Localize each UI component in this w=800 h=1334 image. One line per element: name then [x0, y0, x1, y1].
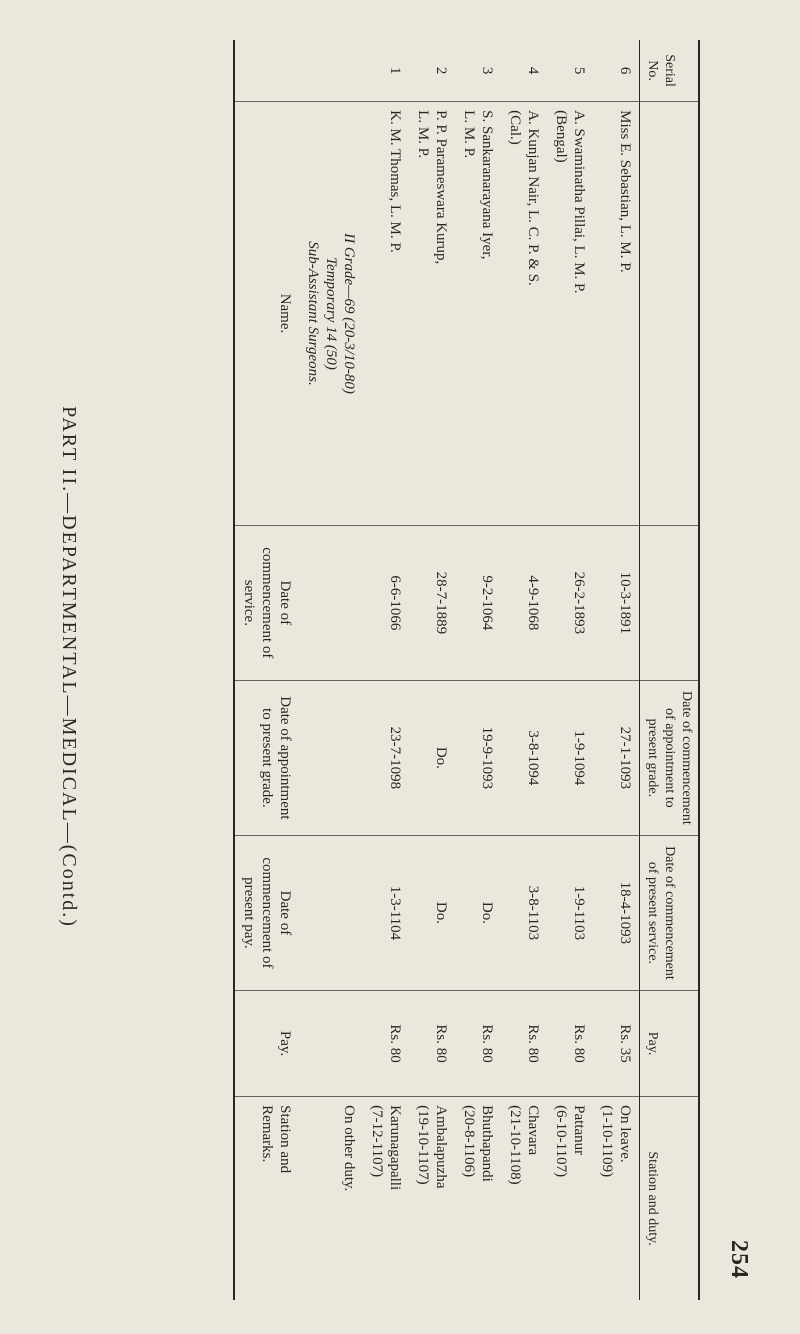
section-heading: [299, 102, 363, 526]
row-pay-date: Do.: [455, 835, 501, 990]
table-row: [455, 40, 501, 1300]
row-pay-date: 3-8-1103: [501, 835, 547, 990]
row-pay: [299, 990, 363, 1096]
row-station-name: Karunagapalli: [386, 1105, 403, 1191]
row-name-main: A. Kunjan Nair, L. C. P. & S.: [524, 110, 541, 286]
table-row: [547, 40, 593, 1300]
caption-service-date: Date of commencement of service.: [234, 525, 299, 680]
table-header-row: [639, 40, 699, 1300]
row-name: [547, 102, 593, 526]
row-grade-date: 19-9-1093: [455, 680, 501, 835]
row-pay-date: 18-4-1093: [593, 835, 640, 990]
header-name: [639, 102, 699, 526]
header-pay: Pay.: [639, 990, 699, 1096]
header-station: Station and duty.: [639, 1097, 699, 1300]
row-station-name: Ambalapuzha: [432, 1105, 449, 1189]
row-name-sub: L. M. P.: [414, 110, 431, 159]
row-station: [409, 1097, 455, 1300]
row-name: [501, 102, 547, 526]
row-service-date: [299, 525, 363, 680]
header-service-date: [639, 525, 699, 680]
row-serial: 1: [386, 66, 403, 75]
page-caption: PART II.—DEPARTMENTAL—MEDICAL—(Contd.): [58, 406, 80, 928]
column-caption-row: [234, 40, 299, 1300]
row-station: [455, 1097, 501, 1300]
row-name: [455, 102, 501, 526]
row-name: K. M. Thomas, L. M. P.: [363, 102, 409, 526]
row-name: [409, 102, 455, 526]
section-subtitle-2: Sub-Assistant Surgeons.: [304, 241, 321, 386]
row-station-remark: On leave.: [616, 1105, 633, 1163]
row-serial: 3: [478, 66, 495, 75]
row-serial: 4: [524, 66, 541, 75]
row-station-date: (19-10-1107): [414, 1105, 431, 1185]
row-serial: [234, 40, 299, 102]
row-service-date: 4-9-1068: [501, 525, 547, 680]
row-station: [547, 1097, 593, 1300]
row-grade-date: 1-9-1094: [547, 680, 593, 835]
row-name-main: P. P. Parameswara Kurup,: [432, 110, 449, 265]
row-serial: 5: [570, 66, 587, 75]
row-station: [299, 1097, 363, 1300]
row-station-name: Pattanur: [570, 1105, 587, 1156]
row-pay: Rs. 80: [455, 990, 501, 1096]
row-service-date: 28-7-1889: [409, 525, 455, 680]
staff-table: [233, 40, 700, 1300]
caption-pay: Pay.: [234, 990, 299, 1096]
row-serial: 6: [616, 66, 633, 75]
caption-name: Name.: [234, 102, 299, 526]
row-service-date: 6-6-1066: [363, 525, 409, 680]
row-station-date: (7-12-1107): [368, 1105, 385, 1178]
row-serial: [299, 40, 363, 102]
table-row: [501, 40, 547, 1300]
row-pay: Rs. 80: [501, 990, 547, 1096]
table-row: [593, 40, 640, 1300]
row-pay: Rs. 80: [547, 990, 593, 1096]
section-title: II Grade—69 (20-3/10-80): [340, 233, 357, 394]
section-heading-row: [299, 40, 363, 1300]
row-pay-date: Do.: [409, 835, 455, 990]
row-pay-date: [299, 835, 363, 990]
row-pay: Rs. 80: [409, 990, 455, 1096]
row-service-date: 26-2-1893: [547, 525, 593, 680]
caption-station-a: Station and: [276, 1105, 293, 1174]
caption-grade-date: Date of appointment to present grade.: [234, 680, 299, 835]
section-subtitle: Temporary 14 (50): [322, 257, 339, 370]
row-grade-date: Do.: [409, 680, 455, 835]
row-name-main: A. Swaminatha Pillai, L. M. P.: [570, 110, 587, 294]
caption-station: [234, 1097, 299, 1300]
row-station-date: (20-8-1106): [460, 1105, 477, 1178]
row-station-date: (1-10-1109): [598, 1105, 615, 1178]
row-pay: Rs. 80: [363, 990, 409, 1096]
row-station-name: Chavara: [524, 1105, 541, 1156]
row-station-remark: On other duty.: [340, 1105, 357, 1192]
row-grade-date: [299, 680, 363, 835]
caption-station-b: Remarks.: [258, 1105, 275, 1163]
header-pay-date: Date of commencement of present service.: [639, 835, 699, 990]
row-pay: Rs. 35: [593, 990, 640, 1096]
row-station-date: (6-10-1107): [552, 1105, 569, 1178]
row-name-main: S. Sankaranarayana Iyer,: [478, 110, 495, 260]
row-station: [501, 1097, 547, 1300]
table-row: [363, 40, 409, 1300]
row-name: Miss E. Sebastian, L. M. P.: [593, 102, 640, 526]
table-row: [409, 40, 455, 1300]
row-pay-date: 1-3-1104: [363, 835, 409, 990]
row-station: [593, 1097, 640, 1300]
header-serial: Serial No.: [639, 40, 699, 102]
row-station-name: Bhuthapandi: [478, 1105, 495, 1182]
row-station: [363, 1097, 409, 1300]
caption-pay-date: Date of commencement of present pay.: [234, 835, 299, 990]
row-name-sub: L. M. P.: [460, 110, 477, 159]
row-pay-date: 1-9-1103: [547, 835, 593, 990]
header-grade-date: Date of commencement of appointment to present grade.: [639, 680, 699, 835]
row-serial: 2: [432, 66, 449, 75]
row-service-date: 10-3-1891: [593, 525, 640, 680]
row-grade-date: 23-7-1098: [363, 680, 409, 835]
row-station-date: (21-10-1108): [506, 1105, 523, 1185]
row-grade-date: 27-1-1093: [593, 680, 640, 835]
row-grade-date: 3-8-1094: [501, 680, 547, 835]
row-service-date: 9-2-1064: [455, 525, 501, 680]
page-number: 254: [726, 1240, 752, 1279]
row-name-sub: (Bengal): [552, 110, 569, 163]
row-name-sub: (Cal.): [506, 110, 523, 145]
